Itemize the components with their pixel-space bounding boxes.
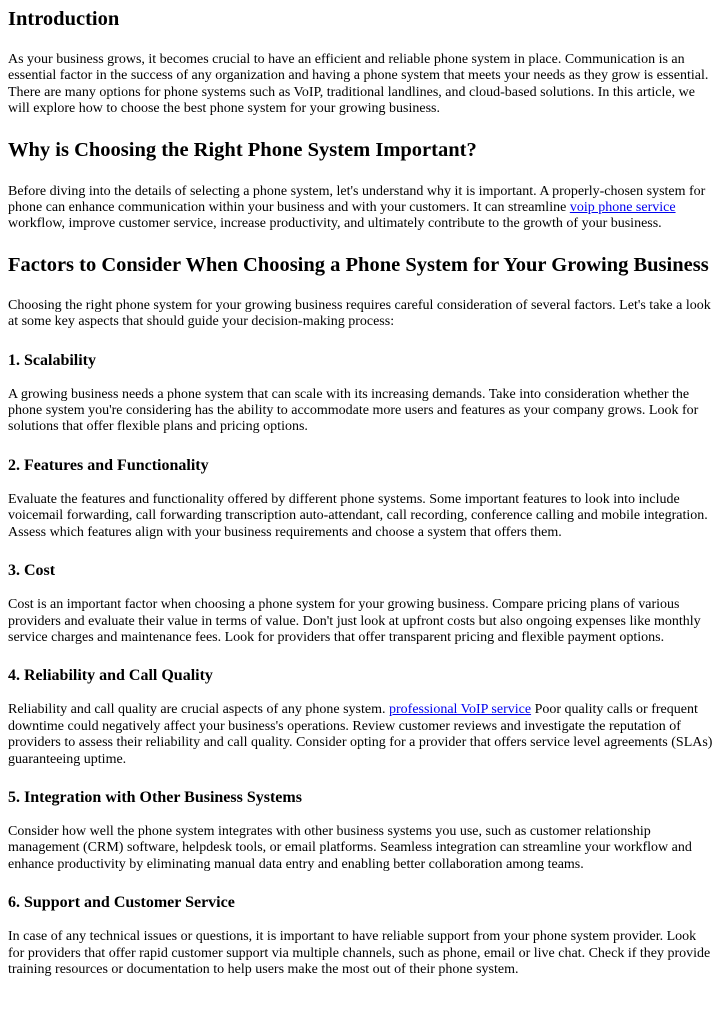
- introduction-heading: Introduction: [8, 8, 120, 30]
- voip-phone-service-link[interactable]: voip phone service: [569, 200, 676, 216]
- introduction-paragraph: As your business grows, it becomes crucial to have an efficient and reliable phone system in place. Communication is an essential factor in the success of any organization and having a phone system that meets your needs as they grow is essential. There are many options for phone systems such as VoIP, traditional landlines, and cloud-based solutions. In this article, we will explore how to choose the best phone system for your growing business.: [8, 52, 709, 117]
- features-heading: 2. Features and Functionality: [8, 456, 209, 474]
- factors-paragraph: Choosing the right phone system for your growing business requires careful consideration of several factors. Let's take a look at some key aspects that should guide your decision-making process:: [8, 297, 711, 330]
- why-important-paragraph: [8, 184, 714, 233]
- integration-heading: 5. Integration with Other Business Systems: [8, 788, 302, 806]
- reliability-heading: 4. Reliability and Call Quality: [8, 667, 213, 685]
- features-paragraph: Evaluate the features and functionality offered by different phone systems. Some important features to look into include voicemail forwarding, call forwarding transcription auto-attendant, call recording, conference calling and mobile integration. Assess which features align with your business requirements and choose a system that offers them.: [8, 491, 708, 540]
- support-paragraph: In case of any technical issues or questions, it is important to have reliable support from your phone system provider. Look for providers that offer rapid customer support via multiple channels, such as phone, email or live chat. Check if they provide training resources or documentation to help users make the most out of their phone system.: [8, 929, 711, 977]
- cost-heading: 3. Cost: [8, 562, 56, 580]
- reliability-text-before-link: Reliability and call quality are crucial aspects of any phone system.: [8, 702, 389, 718]
- cost-paragraph: Cost is an important factor when choosing a phone system for your growing business. Compare pricing plans of various providers and evaluate their value in terms of value. Don't just look at upfront costs but also ongoing expenses like monthly service charges and maintenance fees. Look for providers that offer transparent pricing and flexible payment options.: [8, 597, 701, 645]
- scalability-heading: 1. Scalability: [8, 351, 97, 369]
- why-important-heading: Why is Choosing the Right Phone System Important?: [8, 138, 477, 161]
- factors-heading: Factors to Consider When Choosing a Phone System for Your Growing Business: [8, 253, 709, 276]
- reliability-text-after-link: Poor quality calls or frequent downtime could negatively affect your business's operations. Review customer reviews and investigate the reputation of providers to assess their reliability and call quality. Consider opting for a provider that offers service level agreements (SLAs) guaranteeing uptime.: [8, 702, 713, 767]
- scalability-paragraph: A growing business needs a phone system that can scale with its increasing demands. Take into consideration whether the phone system you're considering has the ability to accommodate more users and features as your company grows. Look for solutions that offer flexible plans and pricing options.: [8, 386, 699, 435]
- integration-paragraph: Consider how well the phone system integrates with other business systems you use, such as customer relationship management (CRM) software, helpdesk tools, or email platforms. Seamless integration can streamline your workflow and enhance productivity by eliminating manual data entry and enabling better collaboration among teams.: [8, 823, 692, 872]
- reliability-paragraph: [8, 702, 714, 768]
- support-heading: 6. Support and Customer Service: [8, 894, 235, 912]
- why-text-after-link: workflow, improve customer service, increase productivity, and ultimately contribute to the growth of your business.: [8, 216, 662, 232]
- why-text-before-link: Before diving into the details of selecting a phone system, let's understand why it is important. A properly-chosen system for phone can enhance communication within your business and with your customers. It can streamline: [8, 183, 706, 216]
- professional-voip-service-link[interactable]: professional VoIP service: [389, 702, 532, 718]
